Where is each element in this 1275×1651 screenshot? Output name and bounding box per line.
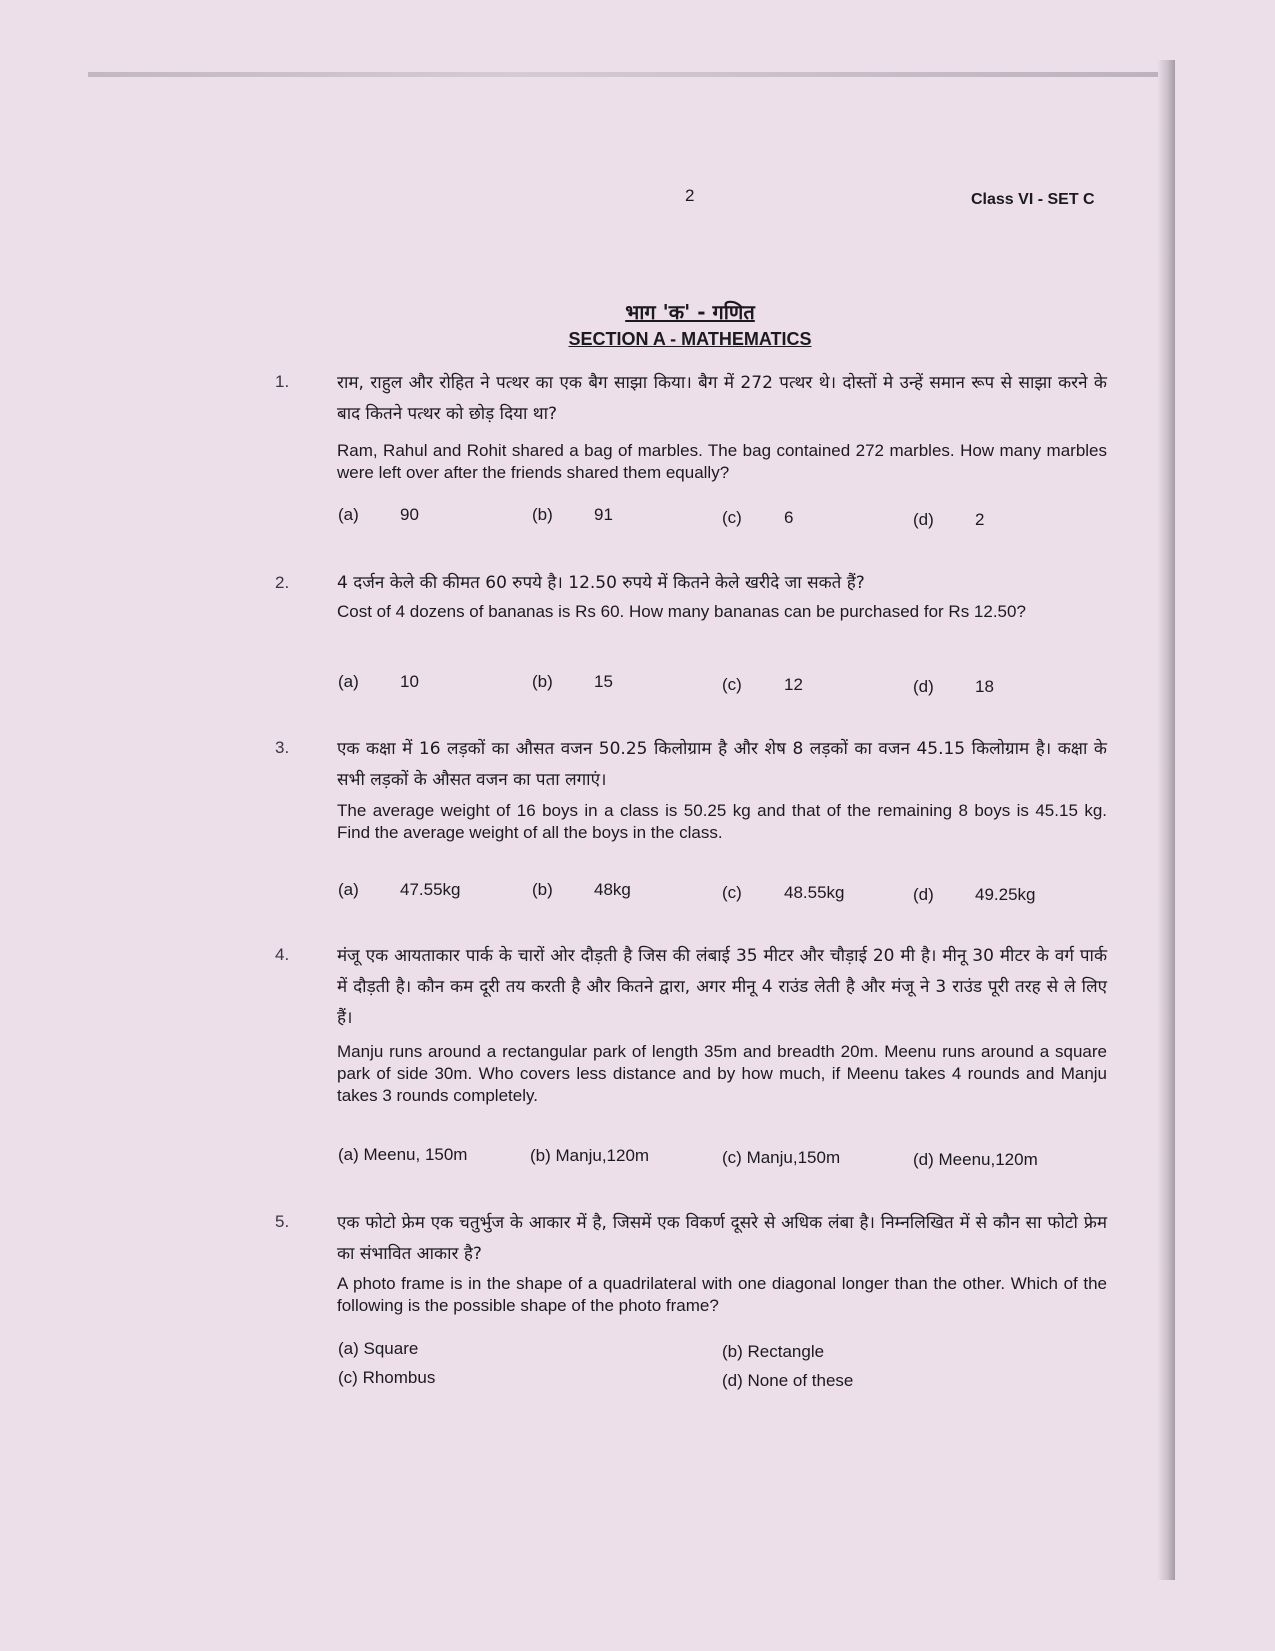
option-value: Meenu, 150m [363,1145,468,1164]
option-value: Manju,150m [746,1148,841,1167]
option-value: 48kg [594,880,631,899]
option-value: 2 [975,510,985,529]
option-label: (b) [532,672,553,691]
option-value: 49.25kg [975,885,1036,904]
option-label: (b) [530,1146,551,1165]
option-value: Manju,120m [555,1146,650,1165]
question-number: 2. [275,573,290,592]
option-a[interactable] [338,505,419,525]
option-b[interactable] [532,672,613,692]
option-a[interactable] [338,1145,467,1165]
option-d[interactable] [913,885,1036,905]
option-a[interactable] [338,672,419,692]
option-value: 91 [594,505,613,524]
option-a[interactable] [338,1339,418,1359]
option-c[interactable] [722,1148,840,1168]
option-label: (d) [913,510,934,529]
option-label: (a) [338,1145,359,1164]
option-value: 18 [975,677,994,696]
option-a[interactable] [338,880,461,900]
question-text-english: The average weight of 16 boys in a class is 50.25 kg and that of the remaining 8 boys is 45.15 kg. Find the average weight of all the boys in the class. [337,801,1107,842]
option-value: 10 [400,672,419,691]
question-text-hindi: राम, राहुल और रोहित ने पत्थर का एक बैग साझा किया। बैग में 272 पत्थर थे। दोस्तों मे उन्हें समान रूप से साझा करने के बाद कितने पत्थर को छोड़ दिया था? [337,373,1107,424]
option-label: (d) [913,1150,934,1169]
option-value: 48.55kg [784,883,845,902]
question-number: 3. [275,738,290,757]
option-b[interactable] [532,505,613,525]
option-label: (d) [722,1371,743,1390]
question-number: 4. [275,945,290,964]
question-text-hindi: मंजू एक आयताकार पार्क के चारों ओर दौड़ती है जिस की लंबाई 35 मीटर और चौड़ाई 20 मी है। मीनू 30 मीटर के वर्ग पार्क में दौड़ती है। कौन कम दूरी तय करती है और कितने द्वारा, अगर मीनू 4 राउंड लेती है और मंजू ने 3 राउंड पूरी तरह से ले लिए हैं। [337,946,1107,1028]
option-value: 90 [400,505,419,524]
option-value: Rhombus [362,1368,436,1387]
option-b[interactable] [532,880,631,900]
option-label: (c) [338,1368,358,1387]
question-text-hindi: एक कक्षा में 16 लड़कों का औसत वजन 50.25 किलोग्राम है और शेष 8 लड़कों का वजन 45.15 किलोग्राम है। कक्षा के सभी लड़कों के औसत वजन का पता लगाएं। [337,739,1107,790]
option-d[interactable] [722,1371,853,1391]
option-b[interactable] [722,1342,824,1362]
question-text-english: Manju runs around a rectangular park of length 35m and breadth 20m. Meenu runs around a square park of side 30m. Who covers less distance and by how much, if Meenu takes 4 rounds and Manju takes 3 rounds completely. [337,1042,1107,1105]
question-text-english: Cost of 4 dozens of bananas is Rs 60. How many bananas can be purchased for Rs 12.50? [337,602,1026,621]
question-text-english: Ram, Rahul and Rohit shared a bag of marbles. The bag contained 272 marbles. How many marbles were left over after the friends shared them equally? [337,441,1107,482]
top-edge-rule [88,72,1158,77]
option-c[interactable] [338,1368,435,1388]
section-title-english: SECTION A - MATHEMATICS [568,329,812,349]
option-b[interactable] [530,1146,649,1166]
question-text-english: A photo frame is in the shape of a quadrilateral with one diagonal longer than the other. Which of the following is the possible shape of the photo frame? [337,1274,1107,1315]
option-value: 15 [594,672,613,691]
option-label: (d) [913,677,934,696]
option-c[interactable] [722,675,803,695]
option-label: (a) [338,672,359,691]
option-label: (d) [913,885,934,904]
option-value: None of these [747,1371,854,1390]
option-value: Rectangle [747,1342,825,1361]
option-label: (b) [532,505,553,524]
option-label: (a) [338,880,359,899]
page-edge-shadow [1157,60,1175,1580]
option-label: (a) [338,1339,359,1358]
question-number: 5. [275,1212,290,1231]
option-label: (a) [338,505,359,524]
option-label: (c) [722,675,742,694]
option-value: 12 [784,675,803,694]
option-label: (b) [722,1342,743,1361]
option-value: 47.55kg [400,880,461,899]
option-label: (b) [532,880,553,899]
set-label: Class VI - SET C [971,191,1095,208]
section-title-hindi: भाग 'क' - गणित [625,300,755,324]
option-value: 6 [784,508,794,527]
option-label: (c) [722,508,742,527]
question-text-hindi: एक फोटो फ्रेम एक चतुर्भुज के आकार में है, जिसमें एक विकर्ण दूसरे से अधिक लंबा है। निम्नलिखित में से कौन सा फोटो फ्रेम का संभावित आकार है? [337,1213,1107,1264]
option-label: (c) [722,1148,742,1167]
option-c[interactable] [722,883,845,903]
page-number: 2 [685,186,695,205]
option-c[interactable] [722,508,793,528]
option-value: Meenu,120m [938,1150,1038,1169]
question-number: 1. [275,372,290,391]
option-value: Square [363,1339,419,1358]
option-label: (c) [722,883,742,902]
option-d[interactable] [913,510,984,530]
question-text-hindi: 4 दर्जन केले की कीमत 60 रुपये है। 12.50 रुपये में कितने केले खरीदे जा सकते हैं? [337,573,865,593]
option-d[interactable] [913,677,994,697]
option-d[interactable] [913,1150,1038,1170]
